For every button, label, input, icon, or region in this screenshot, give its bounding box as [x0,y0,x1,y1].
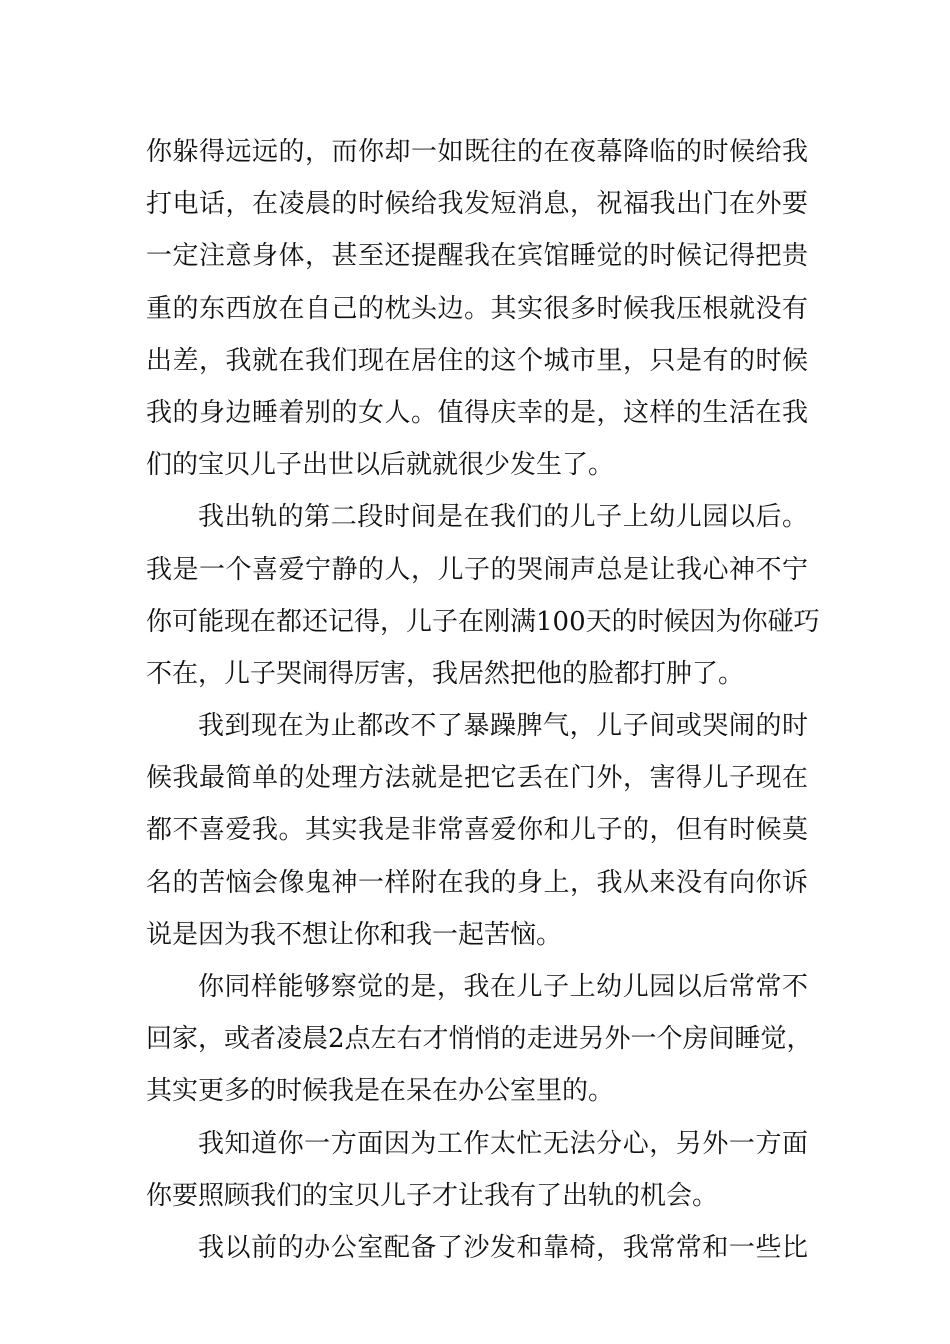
text-line: 我以前的办公室配备了沙发和靠椅，我常常和一些比 [198,1232,808,1263]
text-line: 我出轨的第二段时间是在我们的儿子上幼儿园以后。 [198,502,808,533]
text-line: 你同样能够察觉的是，我在儿子上幼儿园以后常常不 [198,972,808,1002]
text-line: 们的宝贝儿子出世以后就就很少发生了。 [146,450,615,481]
text-line: 我是一个喜爱宁静的人，儿子的哭闹声总是让我心神不宁 [146,554,808,585]
text-line: 不在，儿子哭闹得厉害，我居然把他的脸都打肿了。 [146,658,745,689]
text-line: 我知道你一方面因为工作太忙无法分心，另外一方面 [198,1128,808,1159]
text-line: 其实更多的时候我是在呆在办公室里的。 [146,1076,615,1107]
text-line: 都不喜爱我。其实我是非常喜爱你和儿子的，但有时候莫 [146,815,808,846]
document-body [146,126,820,1274]
text-line: 说是因为我不想让你和我一起苦恼。 [146,919,563,950]
text-line: 你要照顾我们的宝贝儿子才让我有了出轨的机会。 [146,1180,719,1211]
text-line: 你可能现在都还记得，儿子在刚满100天的时候因为你碰巧 [146,606,820,637]
text-line: 候我最简单的处理方法就是把它丢在门外，害得儿子现在 [146,763,808,794]
text-line: 我到现在为止都改不了暴躁脾气，儿子间或哭闹的时 [198,711,808,742]
text-line: 回家，或者凌晨2点左右才悄悄的走进另外一个房间睡觉， [146,1024,813,1055]
text-line: 我的身边睡着别的女人。值得庆幸的是，这样的生活在我 [146,397,808,428]
text-line: 出差，我就在我们现在居住的这个城市里，只是有的时候 [146,345,808,376]
text-line: 重的东西放在自己的枕头边。其实很多时候我压根就没有 [146,293,808,324]
text-line: 一定注意身体，甚至还提醒我在宾馆睡觉的时候记得把贵 [146,241,808,272]
text-line: 打电话，在凌晨的时候给我发短消息，祝福我出门在外要 [146,189,808,220]
text-line: 名的苦恼会像鬼神一样附在我的身上，我从来没有向你诉 [146,867,808,898]
text-line: 你躲得远远的，而你却一如既往的在夜幕降临的时候给我 [146,137,808,167]
